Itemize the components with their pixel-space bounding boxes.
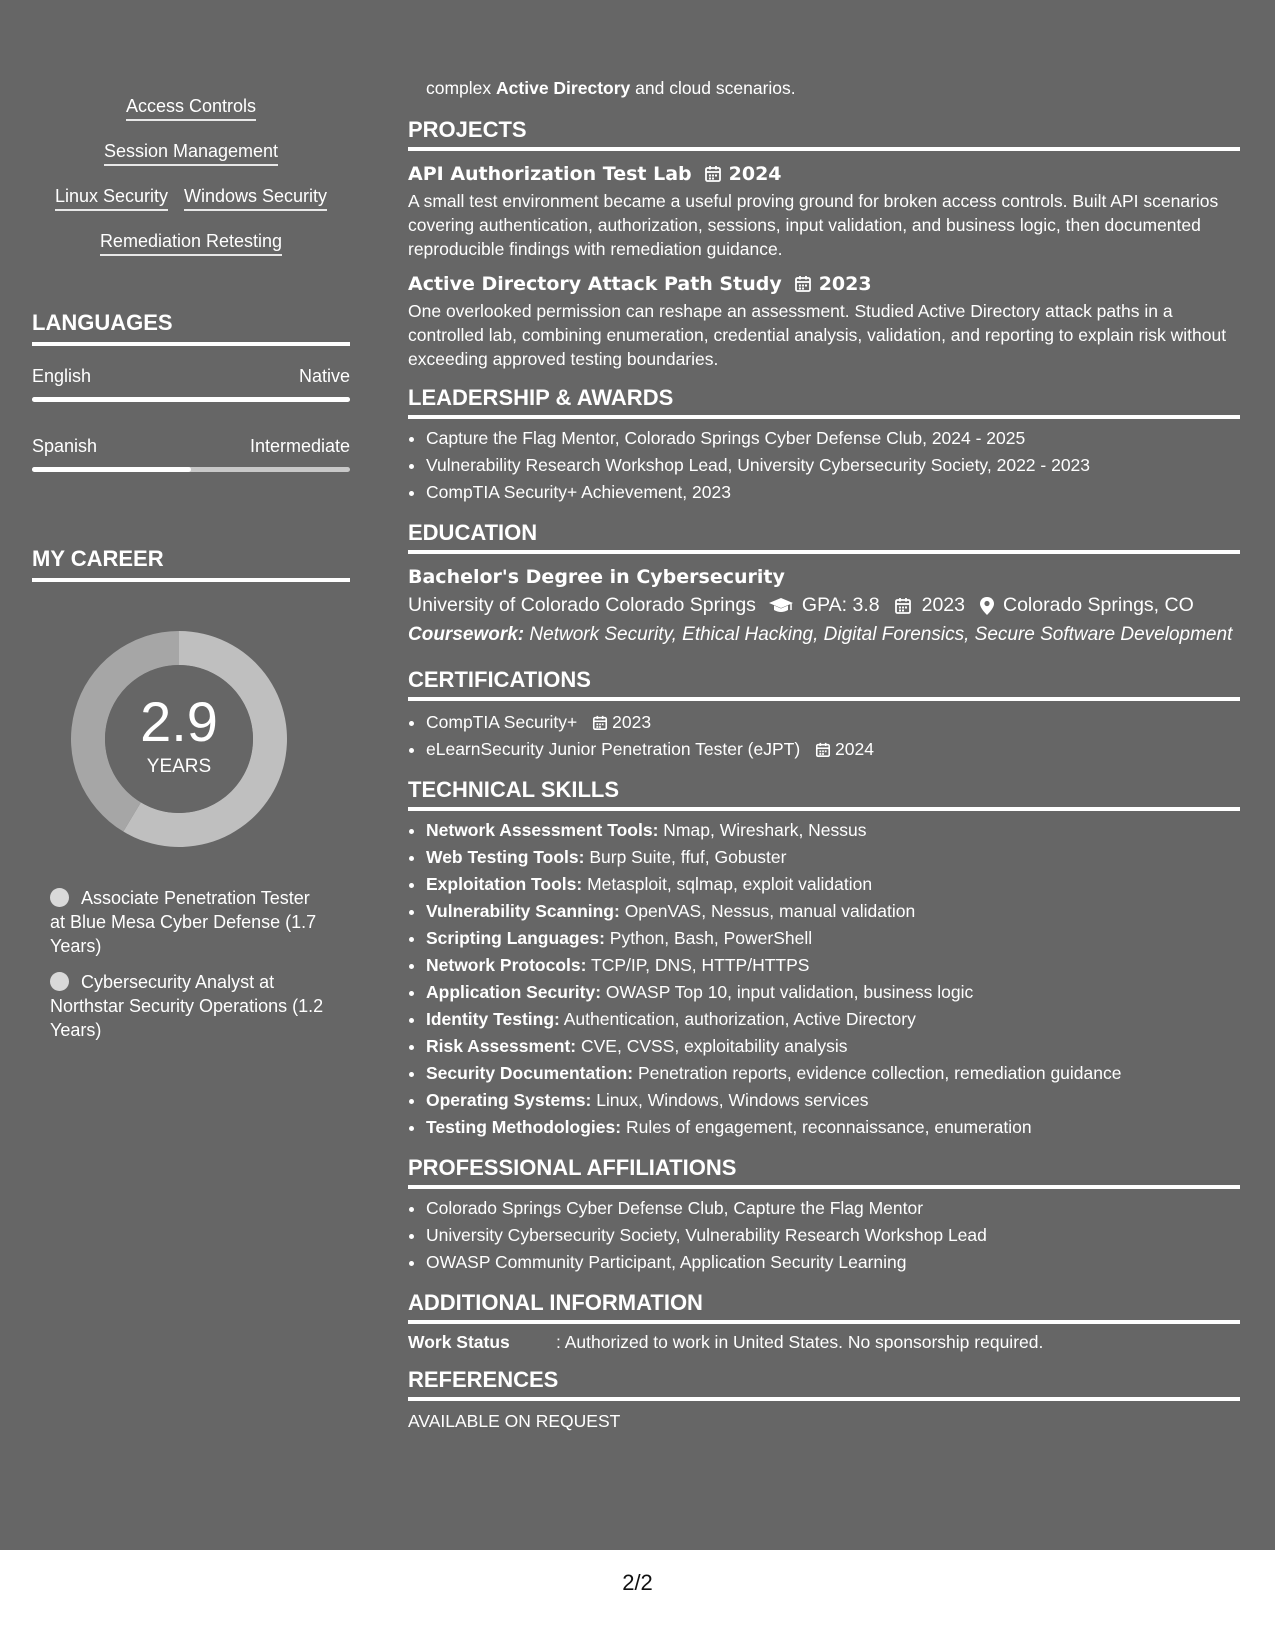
skill-row bbox=[32, 219, 350, 264]
technical-skills-list bbox=[408, 817, 1240, 1141]
certification-year: 2023 bbox=[612, 712, 652, 732]
skill-tag: Linux Security bbox=[55, 184, 168, 211]
skill-values: Authentication, authorization, Active Directory bbox=[559, 1009, 916, 1029]
projects-heading: PROJECTS bbox=[408, 117, 1240, 151]
skill-item bbox=[426, 1006, 1240, 1033]
gpa: GPA: 3.8 bbox=[801, 594, 880, 616]
career-donut bbox=[66, 626, 292, 852]
location-pin-icon bbox=[979, 596, 995, 616]
affiliations-heading: PROFESSIONAL AFFILIATIONS bbox=[408, 1155, 1240, 1189]
intro-text-end: and cloud scenarios. bbox=[630, 78, 796, 98]
page-footer bbox=[0, 1550, 1275, 1650]
skill-category: Vulnerability Scanning: bbox=[426, 901, 620, 921]
graduation-cap-icon bbox=[768, 597, 794, 615]
skill-category: Risk Assessment: bbox=[426, 1036, 577, 1056]
skill-item bbox=[426, 844, 1240, 871]
language-item bbox=[32, 436, 350, 472]
project-year: 2024 bbox=[728, 163, 782, 185]
language-level-bar bbox=[32, 397, 350, 402]
career-item bbox=[50, 970, 325, 1042]
skill-values: Linux, Windows, Windows services bbox=[591, 1090, 869, 1110]
career-list bbox=[32, 886, 350, 1042]
project-item bbox=[408, 273, 1240, 371]
calendar-icon bbox=[815, 742, 831, 758]
language-level-fill bbox=[32, 467, 191, 472]
skill-tag: Access Controls bbox=[126, 94, 256, 121]
project-title: API Authorization Test Lab bbox=[408, 163, 692, 185]
calendar-icon bbox=[794, 275, 812, 293]
school-location: Colorado Springs, CO bbox=[1003, 594, 1194, 616]
intro-bold: Active Directory bbox=[496, 78, 631, 98]
bullet-dot-icon bbox=[50, 888, 69, 907]
list-item: • Colorado Springs Cyber Defense Club, Capture the Flag Mentor bbox=[426, 1195, 1240, 1222]
list-item: • CompTIA Security+ Achievement, 2023 bbox=[426, 479, 1240, 506]
skill-item bbox=[426, 817, 1240, 844]
language-level-bar bbox=[32, 467, 350, 472]
work-status-value: : Authorized to work in United States. No sponsorship required. bbox=[556, 1332, 1044, 1352]
experience-continuation bbox=[426, 78, 1240, 99]
skill-category: Scripting Languages: bbox=[426, 928, 605, 948]
career-heading: MY CAREER bbox=[32, 546, 350, 582]
leadership-heading: LEADERSHIP & AWARDS bbox=[408, 385, 1240, 419]
work-status-row bbox=[408, 1332, 1240, 1353]
project-title: Active Directory Attack Path Study bbox=[408, 273, 782, 295]
skill-category: Operating Systems: bbox=[426, 1090, 592, 1110]
career-item-text: Cybersecurity Analyst at Northstar Security Operations (1.2 Years) bbox=[50, 972, 324, 1040]
skill-category: Application Security: bbox=[426, 982, 602, 1002]
skill-item bbox=[426, 1087, 1240, 1114]
skill-item bbox=[426, 1114, 1240, 1141]
education-details bbox=[408, 594, 1240, 617]
school-name: University of Colorado Colorado Springs bbox=[408, 594, 756, 616]
calendar-icon bbox=[704, 165, 722, 183]
skill-values: Penetration reports, evidence collection, remediation guidance bbox=[633, 1063, 1122, 1083]
skill-row bbox=[32, 174, 350, 219]
career-item-text: Associate Penetration Tester at Blue Mesa Cyber Defense (1.7 Years) bbox=[50, 888, 317, 956]
skill-values: Python, Bash, PowerShell bbox=[604, 928, 813, 948]
skill-category: Exploitation Tools: bbox=[426, 874, 583, 894]
skill-item bbox=[426, 1033, 1240, 1060]
affiliations-list bbox=[408, 1195, 1240, 1276]
list-item: • OWASP Community Participant, Application Security Learning bbox=[426, 1249, 1240, 1276]
language-level: Native bbox=[298, 366, 350, 386]
technical-skills-heading: TECHNICAL SKILLS bbox=[408, 777, 1240, 811]
skill-item bbox=[426, 925, 1240, 952]
project-year: 2023 bbox=[818, 273, 872, 295]
leadership-list bbox=[408, 425, 1240, 506]
skill-tag: Remediation Retesting bbox=[100, 229, 282, 256]
skill-tag: Session Management bbox=[104, 139, 278, 166]
language-name: English bbox=[32, 366, 92, 386]
language-item bbox=[32, 366, 350, 402]
coursework-list: Network Security, Ethical Hacking, Digital Forensics, Secure Software Development bbox=[524, 624, 1233, 645]
list-item: • Capture the Flag Mentor, Colorado Springs Cyber Defense Club, 2024 - 2025 bbox=[426, 425, 1240, 452]
languages-heading: LANGUAGES bbox=[32, 310, 350, 346]
education-heading: EDUCATION bbox=[408, 520, 1240, 554]
skill-category: Web Testing Tools: bbox=[426, 847, 585, 867]
skill-category: Identity Testing: bbox=[426, 1009, 560, 1029]
bullet-dot-icon bbox=[50, 972, 69, 991]
references-text: AVAILABLE ON REQUEST bbox=[408, 1411, 621, 1431]
coursework-label: Coursework: bbox=[408, 624, 525, 645]
skill-item bbox=[426, 871, 1240, 898]
skill-item bbox=[426, 1060, 1240, 1087]
intro-text: complex bbox=[426, 78, 497, 98]
language-level: Intermediate bbox=[249, 436, 350, 456]
skill-values: TCP/IP, DNS, HTTP/HTTPS bbox=[586, 955, 810, 975]
skill-values: Rules of engagement, reconnaissance, enumeration bbox=[621, 1117, 1032, 1137]
project-description: A small test environment became a useful proving ground for broken access controls. Built API scenarios covering authentication, authorization, sessions, input validation, and business logic, then documented reproducible findings with remediation guidance. bbox=[408, 191, 1219, 259]
calendar-icon bbox=[894, 597, 912, 615]
career-total: 2.9 bbox=[140, 690, 218, 753]
skill-tags bbox=[32, 84, 350, 264]
page-number: 2/2 bbox=[622, 1570, 653, 1595]
skill-values: OpenVAS, Nessus, manual validation bbox=[619, 901, 916, 921]
language-name: Spanish bbox=[32, 436, 98, 456]
skill-row bbox=[32, 84, 350, 129]
skill-values: Burp Suite, ffuf, Gobuster bbox=[584, 847, 787, 867]
skill-category: Network Assessment Tools: bbox=[426, 820, 659, 840]
graduation-year: 2023 bbox=[921, 594, 965, 616]
skill-item bbox=[426, 898, 1240, 925]
skill-category: Testing Methodologies: bbox=[426, 1117, 622, 1137]
career-item bbox=[50, 886, 325, 958]
degree-title: Bachelor's Degree in Cybersecurity bbox=[408, 566, 785, 588]
calendar-icon bbox=[592, 715, 608, 731]
skill-category: Security Documentation: bbox=[426, 1063, 634, 1083]
list-item: • Vulnerability Research Workshop Lead, University Cybersecurity Society, 2022 - 2023 bbox=[426, 452, 1240, 479]
skill-values: OWASP Top 10, input validation, business logic bbox=[601, 982, 974, 1002]
skill-values: CVE, CVSS, exploitability analysis bbox=[576, 1036, 848, 1056]
project-description: One overlooked permission can reshape an assessment. Studied Active Directory attack paths in a controlled lab, combining enumeration, credential analysis, validation, and reporting to explain risk without exceeding approved testing boundaries. bbox=[408, 301, 1227, 369]
left-sidebar bbox=[32, 84, 350, 1054]
coursework bbox=[408, 623, 1240, 647]
skill-values: Nmap, Wireshark, Nessus bbox=[658, 820, 867, 840]
project-item bbox=[408, 163, 1240, 261]
skill-row bbox=[32, 129, 350, 174]
certification-year: 2024 bbox=[835, 739, 874, 759]
career-unit: YEARS bbox=[146, 756, 212, 777]
skill-item bbox=[426, 979, 1240, 1006]
skill-category: Network Protocols: bbox=[426, 955, 587, 975]
references-heading: REFERENCES bbox=[408, 1367, 1240, 1401]
certification-name: eLearnSecurity Junior Penetration Tester (eJPT) bbox=[426, 739, 801, 759]
additional-info-heading: ADDITIONAL INFORMATION bbox=[408, 1290, 1240, 1324]
certifications-heading: CERTIFICATIONS bbox=[408, 667, 1240, 701]
certification-item bbox=[426, 709, 1240, 736]
certification-name: CompTIA Security+ bbox=[426, 712, 578, 732]
list-item: • University Cybersecurity Society, Vulnerability Research Workshop Lead bbox=[426, 1222, 1240, 1249]
certification-item bbox=[426, 736, 1240, 763]
skill-item bbox=[426, 952, 1240, 979]
main-content bbox=[408, 78, 1240, 1432]
certifications-list bbox=[408, 709, 1240, 763]
skill-tag: Windows Security bbox=[184, 184, 327, 211]
work-status-label: Work Status bbox=[408, 1332, 510, 1352]
skill-values: Metasploit, sqlmap, exploit validation bbox=[582, 874, 873, 894]
language-level-fill bbox=[32, 397, 350, 402]
